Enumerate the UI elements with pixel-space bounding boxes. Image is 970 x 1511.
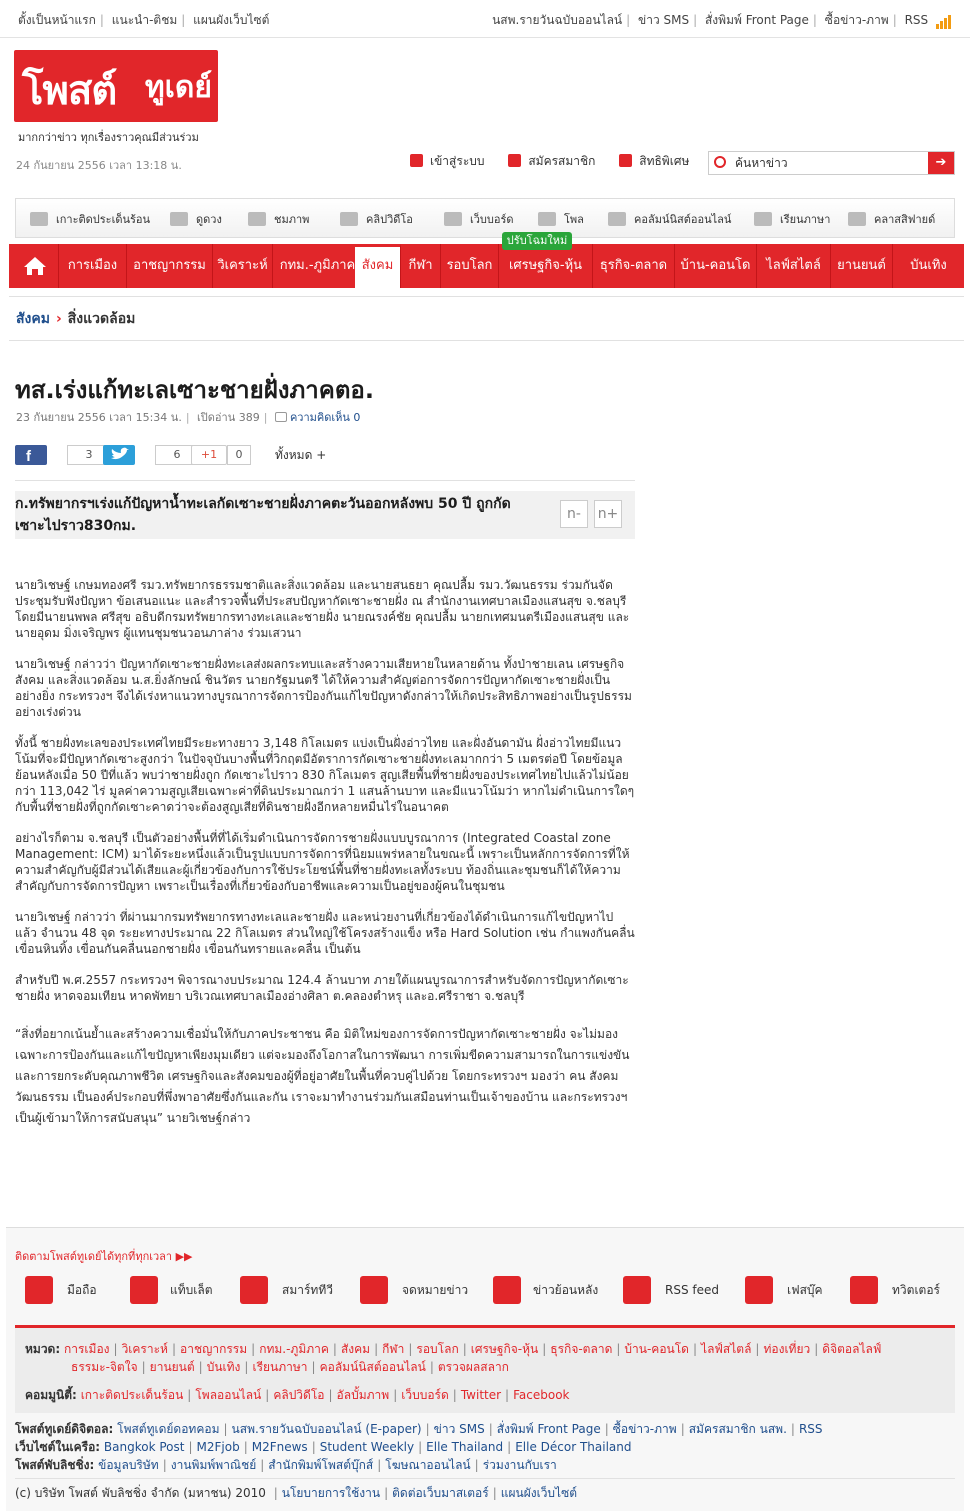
footer-network-link[interactable]: Elle Thailand xyxy=(426,1440,504,1454)
link-separator: | xyxy=(616,1342,621,1356)
footer-category-link[interactable]: บ้าน-คอนโด xyxy=(624,1342,689,1356)
network-links xyxy=(15,1438,631,1456)
link-separator: | xyxy=(311,1440,316,1454)
tablet-icon xyxy=(130,1276,158,1304)
article-paragraph: อย่างไรก็ตาม จ.ชลบุรี เป็นตัวอย่างพื้นที่ที่ได้เริ่มดำเนินการจัดการชายฝั่งแบบบูรณาการ (Integrated Coastal zone Management: ICM) มาได้ระยะหนึ่งแล้วเป็นรูปแบบการจัดการที่นิยมแพร่หลายในขณะนี้ เพราะเป็นหลักการจัดการที่ให้ความสำคัญกับผู้มีส่วนได้เสียและผู้เกี่ยวข้องกับการใช้ประโยชน์พื้นที่ชายฝั่งทะเลทั้งระบบ ท้องถิ่นและชุมชนก็ได้ให้ความสำคัญกับการจัดการปัญหา เพราะเป็นเรื่องที่เกี่ยวข้องกับอาชีพและความเป็นอยู่ของผู้คนในชุมชน xyxy=(15,831,630,893)
link-separator: | xyxy=(604,1422,609,1436)
link-separator: | xyxy=(692,1342,698,1356)
copyright-line xyxy=(15,1484,577,1502)
link-separator: | xyxy=(265,1388,270,1402)
mobile-phone-icon xyxy=(25,1276,53,1304)
footer-community-link[interactable]: โพลออนไลน์ xyxy=(195,1388,262,1402)
follow-heading: ติดตามโพสต์ทูเดย์ได้ทุกที่ทุกเวลา ▶▶ xyxy=(15,1250,193,1263)
bar-chart-icon xyxy=(538,212,556,226)
service-columnists[interactable]: คอลัมน์นิสต์ออนไลน์ xyxy=(608,210,731,228)
footer-category-link[interactable]: ไลฟ์สไตล์ xyxy=(701,1342,752,1356)
webboard-icon xyxy=(444,212,462,226)
sms-news-link[interactable]: ข่าว SMS xyxy=(638,13,690,27)
feedback-link[interactable]: แนะนำ-ติชม xyxy=(111,13,178,27)
logo-slogan: มากกว่าข่าว ทุกเรื่องราวคุณมีส่วนร่วม xyxy=(18,131,199,144)
category-row-2 xyxy=(71,1358,509,1376)
link-separator: | xyxy=(814,1342,819,1356)
rss-bars-icon xyxy=(936,15,952,29)
nav-society[interactable]: สังคม xyxy=(355,244,401,288)
breadcrumb-sub[interactable]: สิ่งแวดล้อม xyxy=(67,311,136,327)
footer-publishing-link[interactable]: ข้อมูลบริษัท xyxy=(98,1458,159,1472)
digital-links xyxy=(15,1420,823,1438)
footer-network-link[interactable]: M2Fnews xyxy=(251,1440,308,1454)
footer-category-link[interactable]: บันเทิง xyxy=(206,1360,241,1374)
copyright-text: (c) บริษัท โพสต์ พับลิชชิ่ง จำกัด (มหาชน) 2010 xyxy=(15,1486,266,1500)
pen-icon xyxy=(608,212,626,226)
footer-digital-link[interactable]: สั่งพิมพ์ Front Page xyxy=(496,1422,601,1436)
link-separator: | xyxy=(492,1486,497,1500)
main-nav xyxy=(9,244,964,288)
footer-publishing-link[interactable]: ร่วมงานกับเรา xyxy=(482,1458,557,1472)
nav-entertainment[interactable]: บันเทิง xyxy=(910,258,947,273)
video-camera-icon xyxy=(340,212,358,226)
community-row xyxy=(25,1386,569,1404)
epaper-link[interactable]: นสพ.รายวันฉบับออนไลน์ xyxy=(492,13,623,27)
envelope-icon xyxy=(360,1276,388,1304)
nav-analysis[interactable]: วิเคราะห์ xyxy=(213,244,273,288)
font-increase-button[interactable]: n+ xyxy=(594,500,622,528)
link-separator: | xyxy=(260,1458,265,1472)
article-paragraph: นายวิเชษฐ์ กล่าวว่า ที่ผ่านมากรมทรัพยากรทางทะเลและชายฝั่ง และหน่วยงานที่เกี่ยวข้องได้ดำเนินการแก้ไขปัญหาไปแล้ว จำนวน 48 จุด ระยะทางประมาณ 22 กิโลเมตร ส่วนใหญ่ใช้โครงสร้างแข็ง หรือ Hard Solution เช่น กำแพงกันคลื่น เขื่อนหินทิ้ง เขื่อนกันคลื่นนอกชายฝั่ง เขื่อนกันทรายและคลื่น เป็นต้น xyxy=(15,910,635,956)
article-lead: ก.ทรัพยากรฯเร่งแก้ปัญหาน้ำทะเลกัดเซาะชายฝั่งภาคตะวันออกหลังพบ 50 ปี ถูกกัดเซาะไปราว830กม. xyxy=(15,496,511,534)
footer-category-link[interactable]: สังคม xyxy=(340,1342,371,1356)
twitter-count: 6 xyxy=(155,445,199,465)
channel-twitter[interactable]: ทวิตเตอร์ xyxy=(850,1275,955,1305)
facebook-count: 3 xyxy=(67,445,111,465)
service-horoscope[interactable]: ดูดวง xyxy=(170,210,222,228)
link-separator: | xyxy=(251,1342,256,1356)
lock-icon xyxy=(410,154,423,167)
facebook-icon xyxy=(15,445,47,465)
share-all-link[interactable]: ทั้งหมด + xyxy=(275,448,327,462)
font-decrease-button[interactable]: n- xyxy=(560,500,588,528)
publish-date: 23 กันยายน 2556 เวลา 15:34 น. xyxy=(16,411,182,424)
footer-community-link[interactable]: อัลบั้มภาพ xyxy=(336,1388,390,1402)
link-separator: | xyxy=(507,1440,512,1454)
footer-digital-link[interactable]: นสพ.รายวันฉบับออนไลน์ (E-paper) xyxy=(231,1422,422,1436)
nav-business-market[interactable]: ธุรกิจ-ตลาด xyxy=(593,244,675,288)
footer-publishing-link[interactable]: โฆษณาออนไลน์ xyxy=(385,1458,471,1472)
flame-icon xyxy=(30,212,48,226)
link-separator: | xyxy=(462,1342,467,1356)
breadcrumb-section[interactable]: สังคม xyxy=(16,311,50,327)
link-separator: | xyxy=(162,1458,167,1472)
channel-newsletter[interactable]: จดหมายข่าว xyxy=(360,1275,480,1305)
comment-bubble-icon xyxy=(275,412,287,422)
privilege-link[interactable]: สิทธิพิเศษ xyxy=(619,152,689,171)
sitemap-link[interactable]: แผนผังเว็บไซต์ xyxy=(193,13,270,27)
cart-icon xyxy=(848,212,866,226)
publishing-label: โพสต์พับลิชชิ่ง: xyxy=(15,1458,95,1472)
nav-world[interactable]: รอบโลก xyxy=(441,244,499,288)
service-bar xyxy=(15,198,955,238)
user-bar xyxy=(410,152,709,171)
article-meta: 23 กันยายน 2556 เวลา 15:34 น. | เปิดอ่าน 389 | ความคิดเห็น 0 xyxy=(16,411,361,424)
link-separator: | xyxy=(171,1342,177,1356)
document-icon xyxy=(508,154,521,167)
link-separator: | xyxy=(187,1388,192,1402)
service-webboard[interactable]: เว็บบอร์ด xyxy=(444,210,514,228)
footer-digital-link[interactable]: ซื้อข่าว-ภาพ xyxy=(612,1422,677,1436)
footer-category-link[interactable]: อาชญากรรม xyxy=(180,1342,248,1356)
nav-economy-stocks[interactable]: เศรษฐกิจ-หุ้น xyxy=(499,244,593,288)
link-separator: | xyxy=(377,1458,382,1472)
nav-new-badge: ปรับโฉมใหม่ xyxy=(502,232,572,250)
divider xyxy=(15,480,635,481)
gplus-share-button[interactable] xyxy=(191,445,227,465)
link-separator: | xyxy=(113,1342,118,1356)
footer-category-link[interactable]: เรียนภาษา xyxy=(252,1360,308,1374)
channel-list xyxy=(15,1275,955,1311)
link-separator: | xyxy=(429,1360,434,1374)
link-separator: | xyxy=(755,1342,760,1356)
category-row-1 xyxy=(25,1340,881,1358)
logo-text-b: ทูเดย์ xyxy=(144,70,212,105)
link-separator: | xyxy=(418,1440,423,1454)
link-separator: | xyxy=(425,1422,430,1436)
channel-archive[interactable]: ข่าวย้อนหลัง xyxy=(493,1275,603,1305)
article-paragraph: นายวิเชษฐ์ กล่าวว่า ปัญหากัดเซาะชายฝั่งทะเลส่งผลกระทบและสร้างความเสียหายในหลายด้าน ทั้งป่าชายเลน เศรษฐกิจ สังคม และสิ่งแวดล้อม น.ส.ยิ่งลักษณ์ ชินวัตร นายกรัฐมนตรี ได้ให้ความสำคัญต่อการจัดการปัญหากัดเซาะชายฝั่งเป็นอย่างยิ่ง กระทรวงฯ จึงได้เร่งหาแนวทางบูรณาการจัดการป้องกันแก้ไขปัญหาดังกล่าวให้เกิดประสิทธิภาพอย่างเป็นรูปธรรมอย่างเร่งด่วน xyxy=(15,657,632,719)
nav-politics[interactable]: การเมือง xyxy=(59,244,127,288)
footer-category-link[interactable]: การเมือง xyxy=(63,1342,110,1356)
footer-category-link[interactable]: ยานยนต์ xyxy=(149,1360,195,1374)
digital-label: โพสต์ทูเดย์ดิจิตอล: xyxy=(15,1422,114,1436)
footer-community-link[interactable]: Twitter xyxy=(460,1388,502,1402)
service-classified[interactable]: คลาสสิฟายด์ xyxy=(848,210,935,228)
link-separator: | xyxy=(408,1342,413,1356)
link-separator: | xyxy=(393,1388,398,1402)
twitter-bird-icon xyxy=(850,1276,878,1304)
channel-smart-tv[interactable]: สมาร์ททีวี xyxy=(240,1275,360,1305)
footer-category-link[interactable]: รอบโลก xyxy=(416,1342,459,1356)
service-poll[interactable]: โพล xyxy=(538,210,584,228)
link-separator: | xyxy=(680,1422,685,1436)
search-icon xyxy=(714,156,726,168)
footer-digital-link[interactable]: โพสต์ทูเดย์ดอทคอม xyxy=(117,1422,220,1436)
twitter-share-button[interactable] xyxy=(103,445,135,465)
footer-category-link[interactable]: กทม.-ภูมิภาค xyxy=(259,1342,329,1356)
comments-link[interactable]: ความคิดเห็น 0 xyxy=(289,411,361,424)
footer-category-link[interactable]: ตรวจผลสลาก xyxy=(437,1360,509,1374)
cabinet-icon xyxy=(493,1276,521,1304)
home-icon xyxy=(23,256,47,276)
divider xyxy=(15,1478,955,1479)
article-paragraph: สำหรับปี พ.ศ.2557 กระทรวงฯ พิจารณางบประมาณ 124.4 ล้านบาท ภายใต้แผนบูรณาการสำหรับจัดการปัญหากัดเซาะชายฝั่ง หาดจอมเทียน หาดพัทยา บริเวณเทศบาลเมืองอ่างศิลา ต.คลองตำหรุ และอ.ศรีราชา จ.ชลบุรี xyxy=(15,973,629,1003)
search-input[interactable] xyxy=(735,154,925,172)
link-separator: | xyxy=(474,1458,479,1472)
link-separator: | xyxy=(384,1486,389,1500)
rss-icon xyxy=(623,1276,651,1304)
rss-link[interactable]: RSS xyxy=(904,13,929,27)
current-date: 24 กันยายน 2556 เวลา 13:18 น. xyxy=(16,159,182,172)
link-separator: | xyxy=(488,1422,493,1436)
footer-category-link[interactable]: เศรษฐกิจ-หุ้น xyxy=(470,1342,539,1356)
nav-crime[interactable]: อาชญากรรม xyxy=(127,244,213,288)
footer-network-link[interactable]: Bangkok Post xyxy=(103,1440,185,1454)
link-separator: | xyxy=(790,1422,795,1436)
tv-icon xyxy=(240,1276,268,1304)
gplus-count: 0 xyxy=(227,445,251,465)
divider xyxy=(9,296,964,297)
set-homepage-link[interactable]: ตั้งเป็นหน้าแรก xyxy=(18,13,96,27)
channel-mobile[interactable]: มือถือ xyxy=(25,1275,125,1305)
footer-digital-link[interactable]: RSS xyxy=(798,1422,823,1436)
channel-rss-feed[interactable]: RSS feed xyxy=(623,1275,733,1305)
login-link[interactable]: เข้าสู่ระบบ xyxy=(410,152,485,171)
footer-community-link[interactable]: คลิปวิดีโอ xyxy=(273,1388,325,1402)
facebook-share-button[interactable] xyxy=(15,445,47,465)
service-learn-language[interactable]: เรียนภาษา xyxy=(754,210,831,228)
footer-digital-link[interactable]: ข่าว SMS xyxy=(433,1422,485,1436)
nav-sports[interactable]: กีฬา xyxy=(401,244,441,288)
article-headline: ทส.เร่งแก้ทะเลเซาะชายฝั่งภาคตอ. xyxy=(15,376,374,404)
eye-icon xyxy=(170,212,188,226)
link-separator: | xyxy=(332,1342,337,1356)
article-body xyxy=(15,577,635,1144)
nav-bangkok-region[interactable]: กทม.-ภูมิภาค xyxy=(273,244,363,288)
site-logo[interactable] xyxy=(14,50,218,122)
footer-category-link[interactable]: คอลัมน์นิสต์ออนไลน์ xyxy=(319,1360,426,1374)
community-label: คอมมูนิตี้: xyxy=(25,1388,77,1402)
channel-tablet[interactable]: แท็บเล็ต xyxy=(130,1275,240,1305)
footer-publishing-link[interactable]: งานพิมพ์พาณิชย์ xyxy=(170,1458,257,1472)
top-links-bar xyxy=(0,0,970,38)
categories-label: หมวด: xyxy=(25,1342,61,1356)
link-separator: | xyxy=(273,1486,278,1500)
search-submit-arrow-icon[interactable]: ➔ xyxy=(928,152,954,174)
twitter-bird-icon xyxy=(103,445,135,465)
buy-news-link[interactable]: ซื้อข่าว-ภาพ xyxy=(824,13,889,27)
divider xyxy=(9,340,964,341)
footer-legal-link[interactable]: ติดต่อเว็บมาสเตอร์ xyxy=(392,1486,489,1500)
nav-home-condo[interactable]: บ้าน-คอนโด xyxy=(675,244,757,288)
footer-category-link[interactable]: ธรรมะ-จิตใจ xyxy=(71,1360,138,1374)
top-links-right: นสพ.รายวันฉบับออนไลน์ | ข่าว SMS | สั่งพิมพ์ Front Page | ซื้อข่าว-ภาพ | RSS xyxy=(492,11,952,30)
footer-category-link[interactable]: ธุรกิจ-ตลาด xyxy=(550,1342,613,1356)
footer-category-box xyxy=(15,1325,955,1413)
article-quote: “สิ่งที่อยากเน้นย้ำและสร้างความเชื่อมั่นให้กับภาคประชาชน คือ มิติใหม่ของการจัดการปัญหากัดเซาะชายฝั่ง จะไม่มองเฉพาะการป้องกันและแก้ไขปัญหาเพียงมุมเดียว แต่จะมองถึงโอกาสในการพัฒนา การเพิ่มขีดความสามารถในการแข่งขันและการยกระดับคุณภาพชีวิต เศรษฐกิจและสังคมของผู้ที่อยู่อาศัยในพื้นที่ควบคู่ไปด้วย โดยกระทรวงฯ มองว่า คน สังคม วัฒนธรรม เป็นองค์ประกอบที่พึ่งพาอาศัยซึ่งกันและกัน เราจะมาทำงานร่วมกันเสมือนท่านเป็นเจ้าของบ้าน และกระทรวงฯ เป็นผู้เข้ามาให้การสนับสนุน” นายวิเชษฐ์กล่าว xyxy=(15,1027,630,1125)
facebook-icon xyxy=(745,1276,773,1304)
link-separator: | xyxy=(505,1388,510,1402)
footer-category-link[interactable]: วิเคราะห์ xyxy=(121,1342,168,1356)
link-separator: | xyxy=(198,1360,203,1374)
logo-text-a: โพสต์ xyxy=(22,67,117,114)
link-separator: | xyxy=(188,1440,193,1454)
nav-home[interactable] xyxy=(9,244,59,288)
link-separator: | xyxy=(328,1388,333,1402)
footer-publishing-link[interactable]: สำนักพิมพ์โพสต์บุ๊กส์ xyxy=(268,1458,374,1472)
footer-community-link[interactable]: เกาะติดประเด็นร้อน xyxy=(80,1388,184,1402)
footer-network-link[interactable]: Student Weekly xyxy=(319,1440,415,1454)
article-paragraph: ทั้งนี้ ชายฝั่งทะเลของประเทศไทยมีระยะทางยาว 3,148 กิโลเมตร แบ่งเป็นฝั่งอ่าวไทย และฝั่งอันดามัน ฝั่งอ่าวไทยมีแนวโน้มที่จะมีปัญหากัดเซาะสูงกว่า ในปัจจุบันบางพื้นที่วิกฤตมีอัตราการกัดเซาะชายฝั่งทะเลมากกว่า 5 เมตรต่อปี โดยข้อมูลย้อนหลังเมื่อ 50 ปีที่แล้ว พบว่าชายฝั่งถูก กัดเซาะไปราว 830 กิโลเมตร สูญเสียพื้นที่ชายฝั่งของประเทศไทยไปแล้วไม่น้อยกว่า 113,042 ไร่ มูลค่าความสูญเสียเฉพาะค่าที่ดินประมาณกว่า 1 แสนล้านบาท และมีแนวโน้มว่า หากไม่ดำเนินการใดๆ กับพื้นที่ชายฝั่งที่ถูกกัดเซาะคาดว่าจะต้องสูญเสียที่ดินชายฝั่งอีกหลายหมื่นไร่ในอนาคต xyxy=(15,736,635,814)
footer-community-link[interactable]: Facebook xyxy=(513,1388,570,1402)
crown-icon xyxy=(619,154,632,167)
view-count: เปิดอ่าน 389 xyxy=(197,411,260,424)
channel-facebook[interactable]: เฟสบุ๊ค xyxy=(745,1275,845,1305)
camera-icon xyxy=(248,212,266,226)
service-photos[interactable]: ชมภาพ xyxy=(248,210,309,228)
gplus-label: +1 xyxy=(200,448,218,461)
service-hot-issues[interactable]: เกาะติดประเด็นร้อน xyxy=(30,210,150,228)
footer-community-link[interactable]: เว็บบอร์ด xyxy=(401,1388,449,1402)
footer-network-link[interactable]: M2Fjob xyxy=(196,1440,240,1454)
footer-category-link[interactable]: กีฬา xyxy=(382,1342,405,1356)
link-separator: | xyxy=(223,1422,228,1436)
footer-category-link[interactable]: ท่องเที่ยว xyxy=(763,1342,811,1356)
footer-network-link[interactable]: Elle Décor Thailand xyxy=(515,1440,632,1454)
link-separator: | xyxy=(374,1342,379,1356)
link-separator: | xyxy=(452,1388,457,1402)
register-link[interactable]: สมัครสมาชิก xyxy=(508,152,595,171)
link-separator: | xyxy=(311,1360,316,1374)
nav-automotive[interactable]: ยานยนต์ xyxy=(831,244,893,288)
article-paragraph: นายวิเชษฐ์ เกษมทองศรี รมว.ทรัพยากรธรรมชาติและสิ่งแวดล้อม และนายสนธยา คุณปลื้ม รมว.วัฒนธรรม ร่วมกันจัดประชุมรับฟังปัญหา ข้อเสนอแนะ และสำรวจพื้นที่ประสบปัญหากัดเซาะชายฝั่ง ณ สำนักงานเทศบาลเมืองแสนสุข จ.ชลบุรี โดยมีนายนพพล ศรีสุข อธิบดีกรมทรัพยากรทางทะเลและชายฝั่ง นายณรงค์ชัย คุณปลื้ม นายกเทศมนตรีเมืองแสนสุข และนายอุดม มิ่งเจริญพร ผู้แทนชุมชนวอนภาล่าง ร่วมเสวนา xyxy=(15,578,630,640)
breadcrumb xyxy=(16,308,135,330)
en-book-icon xyxy=(754,212,772,226)
svg-text:f: f xyxy=(26,448,31,465)
top-links-left: ตั้งเป็นหน้าแรก | แนะนำ-ติชม | แผนผังเว็บไซต์ xyxy=(18,13,270,27)
link-separator: | xyxy=(243,1440,248,1454)
footer-legal-link[interactable]: แผนผังเว็บไซต์ xyxy=(500,1486,578,1500)
share-bar xyxy=(15,445,255,465)
article-lead-box xyxy=(15,491,635,539)
link-separator: | xyxy=(141,1360,146,1374)
publishing-links xyxy=(15,1456,557,1474)
search-box xyxy=(708,151,955,175)
network-label: เว็บไซต์ในเครือ: xyxy=(15,1440,101,1454)
nav-lifestyle[interactable]: ไลฟ์สไตล์ xyxy=(757,244,831,288)
breadcrumb-arrow-icon: › xyxy=(55,311,62,327)
footer-category-link[interactable]: ดิจิตอลไลฟ์ xyxy=(822,1342,882,1356)
link-separator: | xyxy=(542,1342,547,1356)
footer-legal-link[interactable]: นโยบายการใช้งาน xyxy=(281,1486,381,1500)
link-separator: | xyxy=(244,1360,249,1374)
service-video-clips[interactable]: คลิปวิดีโอ xyxy=(340,210,413,228)
footer-digital-link[interactable]: สมัครสมาชิก นสพ. xyxy=(688,1422,787,1436)
front-page-link[interactable]: สั่งพิมพ์ Front Page xyxy=(704,13,809,27)
